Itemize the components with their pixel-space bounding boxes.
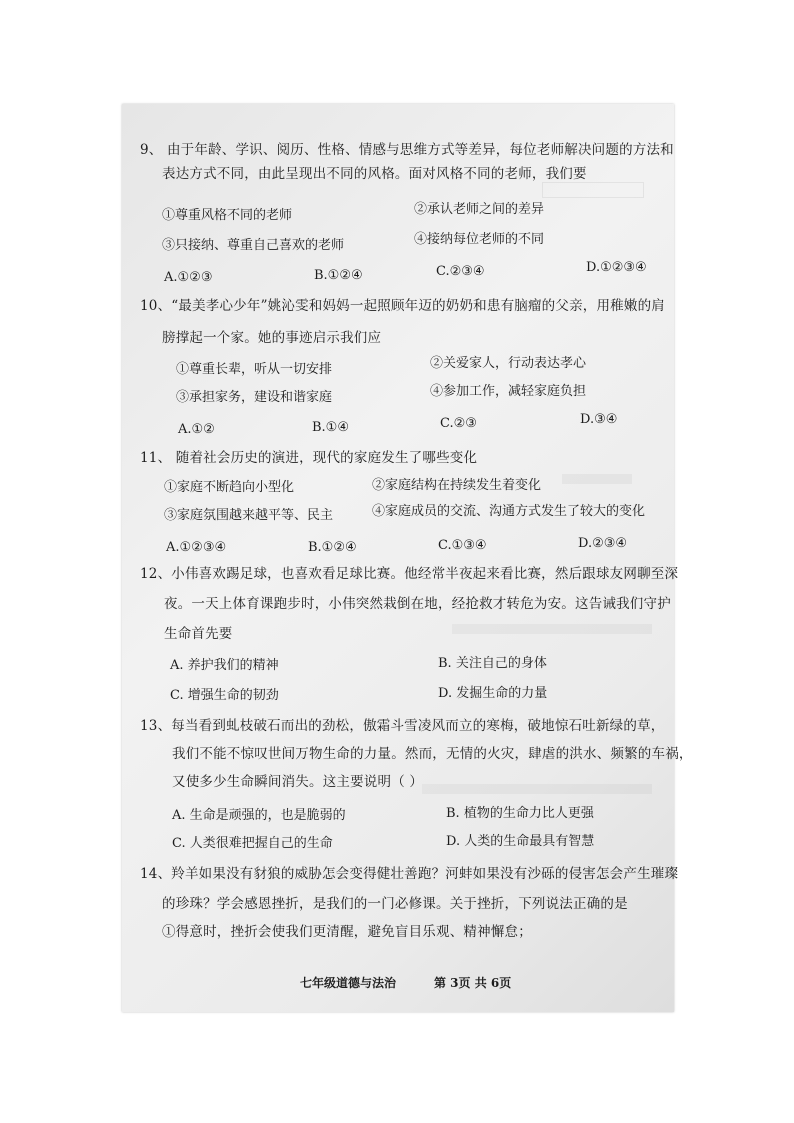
choice-d[interactable]: D. 发掘生命的力量 xyxy=(438,686,548,701)
footer-page-number: 第 3页 共 6页 xyxy=(434,976,512,990)
choice-a[interactable]: A.①② xyxy=(178,422,215,437)
statement: ②家庭结构在持续发生着变化 xyxy=(372,478,542,493)
choice-c[interactable]: C.②③ xyxy=(440,416,477,431)
question-text: 10、“最美孝心少年”姚沁雯和妈妈一起照顾年迈的奶奶和患有脑瘤的父亲，用稚嫩的肩 xyxy=(140,298,665,314)
choice-b[interactable]: B. 关注自己的身体 xyxy=(438,656,547,671)
choice-b[interactable]: B.①②④ xyxy=(314,268,363,283)
question-text: 夜。一天上体育课跑步时，小伟突然栽倒在地，经抢救才转危为安。这告诫我们守护 xyxy=(164,596,671,612)
statement: ②关爱家人，行动表达孝心 xyxy=(430,356,587,371)
choice-a[interactable]: A.①②③ xyxy=(164,270,213,285)
question-text: 我们不能不惊叹世间万物生命的力量。然而，无情的火灾，肆虐的洪水、频繁的车祸， xyxy=(172,746,693,762)
choice-c[interactable]: C. 增强生命的韧劲 xyxy=(170,688,279,703)
question-text: 生命首先要 xyxy=(164,626,233,642)
statement: ③家庭氛围越来越平等、民主 xyxy=(164,508,334,523)
question-text: 13、每当看到虬枝破石而出的劲松，傲霜斗雪凌风而立的寒梅，破地惊石吐新绿的草， xyxy=(140,718,665,734)
statement: ③承担家务，建设和谐家庭 xyxy=(176,390,333,405)
choice-d[interactable]: D. 人类的生命最具有智慧 xyxy=(446,834,595,849)
choice-c[interactable]: C.②③④ xyxy=(436,264,485,279)
question-text: 9、 由于年龄、学识、阅历、性格、情感与思维方式等差异，每位老师解决问题的方法和 xyxy=(140,142,674,158)
question-text: 的珍珠？学会感恩挫折，是我们的一门必修课。关于挫折，下列说法正确的是 xyxy=(162,896,628,912)
choice-d[interactable]: D.②③④ xyxy=(578,536,628,551)
question-text: 表达方式不同，由此呈现出不同的风格。面对风格不同的老师，我们要 xyxy=(162,166,587,182)
choice-d[interactable]: D.①②③④ xyxy=(586,260,647,275)
question-text: 又使多少生命瞬间消失。这主要说明（ ） xyxy=(172,774,424,790)
choice-b[interactable]: B. 植物的生命力比人更强 xyxy=(446,806,594,821)
statement: ①尊重长辈，听从一切安排 xyxy=(176,362,333,377)
choice-a[interactable]: A. 养护我们的精神 xyxy=(170,658,279,673)
choice-a[interactable]: A. 生命是顽强的，也是脆弱的 xyxy=(172,808,346,823)
choice-b[interactable]: B.①④ xyxy=(312,420,349,435)
statement: ②承认老师之间的差异 xyxy=(414,202,545,217)
question-text: 膀撑起一个家。她的事迹启示我们应 xyxy=(162,330,382,346)
footer-subject: 七年级道德与法治 xyxy=(300,976,397,990)
choice-c[interactable]: C. 人类很难把握自己的生命 xyxy=(172,836,333,851)
statement: ④接纳每位老师的不同 xyxy=(414,232,545,247)
statement: ③只接纳、尊重自己喜欢的老师 xyxy=(162,238,345,253)
exam-page xyxy=(122,104,693,1012)
choice-c[interactable]: C.①③④ xyxy=(438,538,487,553)
statement: ④参加工作，减轻家庭负担 xyxy=(430,384,587,399)
choice-a[interactable]: A.①②③④ xyxy=(166,540,227,555)
question-text: 14、羚羊如果没有豺狼的威胁怎会变得健壮善跑？河蚌如果没有沙砾的侵害怎会产生璀璨 xyxy=(140,866,679,882)
statement: ①家庭不断趋向小型化 xyxy=(164,480,295,495)
choice-b[interactable]: B.①②④ xyxy=(308,540,357,555)
question-text: ①得意时，挫折会使我们更清醒，避免盲目乐观、精神懈怠； xyxy=(162,924,532,940)
question-text: 11、 随着社会历史的演进，现代的家庭发生了哪些变化 xyxy=(140,450,478,466)
question-text: 12、小伟喜欢踢足球，也喜欢看足球比赛。他经常半夜起来看比赛，然后跟球友网聊至深 xyxy=(140,566,679,582)
statement: ④家庭成员的交流、沟通方式发生了较大的变化 xyxy=(372,504,646,519)
statement: ①尊重风格不同的老师 xyxy=(162,208,293,223)
choice-d[interactable]: D.③④ xyxy=(580,412,618,427)
